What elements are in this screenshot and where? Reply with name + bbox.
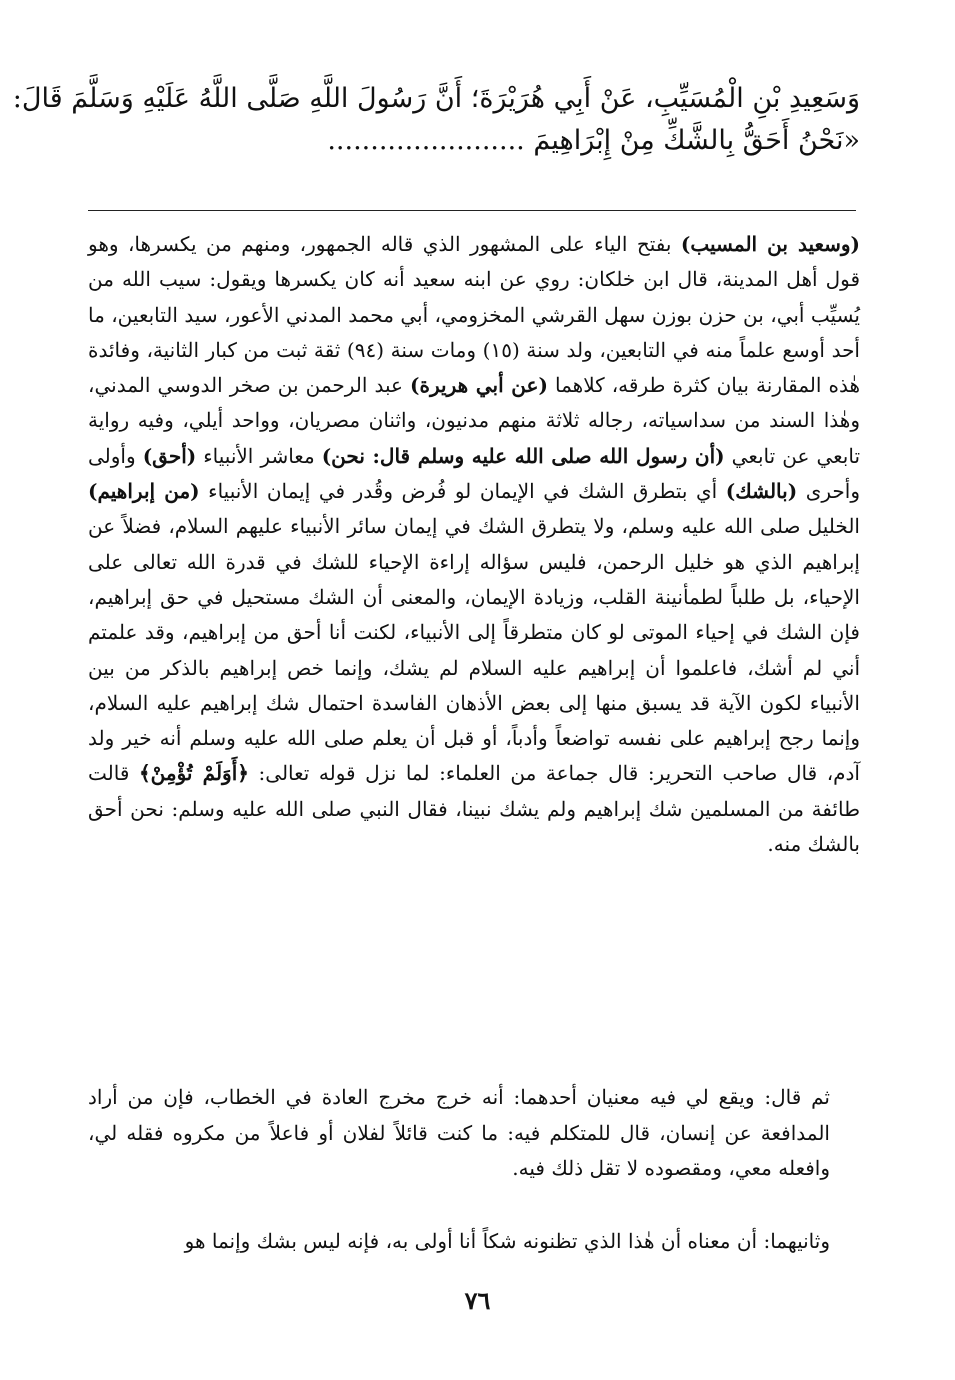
page-number: ٧٦ xyxy=(464,1286,491,1315)
ellipsis-dots: ....................... xyxy=(327,125,525,156)
commentary-run: قالت طائفة من المسلمين شك إبراهيم ولم يشك نبينا، فقال النبي صلى الله عليه وسلم: نحن أحق بالشك منه. xyxy=(88,761,860,857)
commentary-run: وأولى وأحرى xyxy=(88,443,861,504)
commentary-text-2: ثم قال: ويقع لي فيه معنيان أحدهما: أنه خرج مخرج العادة في الخطاب، فإن من أراد المدافعة عن إنسان، قال للمتكلم فيه: ما كنت قائلاً لفلان أو فاعلاً من مكروه فقله لي، وافعله معي، ومقصوده لا تقل ذلك فيه. xyxy=(88,1085,830,1180)
commentary-run: الخليل صلى الله عليه وسلم، ولا يتطرق الشك في إيمان سائر الأنبياء عليهم السلام، فضلاً عن إبراهيم الذي هو خليل الرحمن، فليس سؤاله إراءة الإحياء للشك في قدرة الله تعالى على الإحياء، بل طلباً لطمأنينة القلب، وزيادة الإيمان، والمعنى أن الشك مستحيل في حق إبراهيم، فإن الشك في إحياء الموتى لو كان متطرقاً إلى الأنبياء، لكنت أنا أحق من إبراهيم، وقد علمتم أني لم أشك، فاعلموا أن إبراهيم عليه السلام لم يشك، وإنما خص إبراهيم بالذكر من بين الأنبياء لكون الآية قد يسبق منها إلى بعض الأذهان الفاسدة احتمال شك إبراهيم عليه السلام، وإنما رجح إبراهيم على نفسه تواضعاً وأدباً، أو قبل أن يعلم صلى الله عليه وسلم أنه خير ولد آدم، قال صاحب التحرير: قال جماعة من العلماء: لما نزل قوله تعالى: xyxy=(88,514,861,786)
bold-term: (أحق) xyxy=(142,443,197,468)
quran-verse: ﴿أَوَلَمْ تُؤْمِنْ﴾ xyxy=(138,761,249,786)
bold-term: (من إبراهيم) xyxy=(88,479,200,504)
separator-rule xyxy=(88,210,856,211)
hadith-text xyxy=(12,78,860,162)
commentary-run: معاشر الأنبياء xyxy=(196,443,322,468)
commentary-text-3: وثانيهما: أن معناه أن هٰذا الذي تظنونه شكاً أنا أولى به، فإنه ليس بشك وإنما هو xyxy=(184,1229,830,1253)
commentary-paragraph-3 xyxy=(88,1224,860,1259)
bold-term: (بالشك) xyxy=(725,479,798,504)
matn-line-2 xyxy=(88,120,860,162)
commentary-paragraph-2 xyxy=(88,1080,860,1187)
matn-line-2-text: «نَحْنُ أَحَقُّ بِالشَّكِّ مِنْ إِبْرَاهِيمَ xyxy=(533,125,860,156)
commentary-run: عبد الرحمن بن صخر الدوسي المدني، وهٰذا السند من سداسياته، رجاله ثلاثة منهم مدنيون، واثنان مصريان، وواحد أيلي، وفيه رواية تابعي عن تابعي xyxy=(88,373,861,468)
commentary-run: أي بتطرق الشك في الإيمان لو فُرض وقُدر في إيمان الأنبياء xyxy=(199,479,726,504)
commentary-text xyxy=(88,227,860,862)
bold-term: (وسعيد بن المسيب) xyxy=(680,232,861,256)
matn-block xyxy=(12,78,860,162)
bold-term: (أن رسول الله صلى الله عليه وسلم قال: نحن) xyxy=(321,443,725,468)
commentary-paragraph-1 xyxy=(88,227,860,862)
commentary-run: بفتح الياء على المشهور الذي قاله الجمهور، ومنهم من يكسرها، وهو قول أهل المدينة، قال ابن خلكان: روي عن ابنه سعيد أنه كان يكسرها ويقول: سيب الله من يُسيِّب أبي، بن حزن بوزن سهل القرشي المخزومي، أبي محمد المدني الأعور، سيد التابعين، ما أحد أوسع علماً منه في التابعين، ولد سنة (١٥) ومات سنة (٩٤) ثقة ثبت من كبار الثانية، وفائدة هٰذه المقارنة بيان كثرة طرقه، كلاهما xyxy=(88,232,861,398)
matn-line-1: وَسَعِيدِ بْنِ الْمُسَيِّبِ، عَنْ أَبِي هُرَيْرَةَ؛ أَنَّ رَسُولَ اللَّهِ صَلَّى اللَّهُ عَلَيْهِ وَسَلَّمَ قَالَ: xyxy=(12,83,860,114)
bold-term: (عن أبي هريرة) xyxy=(410,373,548,398)
